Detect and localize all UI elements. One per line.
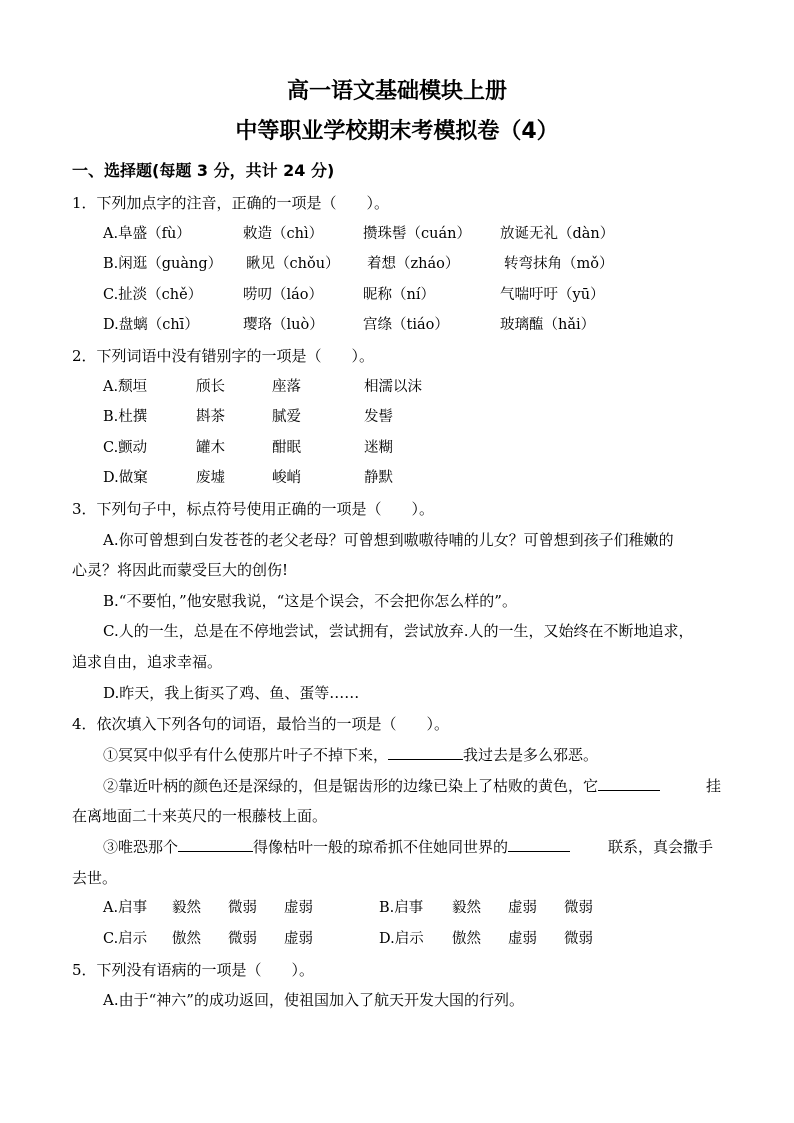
q1-option-c-item-4: 气喘吁吁（yū） <box>500 287 605 303</box>
q4-sentence-1 <box>103 745 598 765</box>
q1-option-a-item-1: A.阜盛（fù） <box>103 226 191 242</box>
q4-option-a-word-2: 毅然 <box>172 900 201 916</box>
q4-option-b-label: B.启事 <box>379 900 424 916</box>
q2-option-d-item-1: D.做窠 <box>103 470 148 486</box>
q1-option-d-item-4: 玻璃醢（hǎi） <box>500 317 596 333</box>
q4-option-c-word-4: 虚弱 <box>284 931 313 947</box>
q4-sentence-3 <box>103 837 570 857</box>
q4-option-d-word-4: 微弱 <box>564 931 593 947</box>
question-1-stem: 1．下列加点字的注音，正确的一项是（ ）。 <box>72 194 390 212</box>
q4-sentence-3-part-1: ③唯恐那个 <box>103 838 179 856</box>
q2-option-b-item-4: 发髻 <box>364 409 393 425</box>
q3-option-c-line-2: 追求自由，追求幸福。 <box>72 653 223 671</box>
q2-option-b-item-1: B.杜撰 <box>103 409 148 425</box>
q1-option-b-item-4: 转弯抹角（mǒ） <box>504 256 614 272</box>
q3-option-a-line-2: 心灵？将因此而蒙受巨大的创伤! <box>72 561 289 579</box>
q4-sentence-3-part-2: 得像枯叶一般的琼希抓不住她同世界的 <box>253 838 509 856</box>
q1-option-c-item-1: C.扯淡（chě） <box>103 287 203 303</box>
q5-option-a: A.由于“神六”的成功返回，使祖国加入了航天开发大国的行列。 <box>103 991 524 1009</box>
q2-option-c-item-1: C.颤动 <box>103 440 148 456</box>
q2-option-d-item-2: 废墟 <box>196 470 225 486</box>
q4-sentence-1-part-1: ①冥冥中似乎有什么使那片叶子不掉下来， <box>103 746 389 764</box>
q1-option-a-item-2: 敕造（chì） <box>243 226 324 242</box>
q4-sentence-1-part-2: 我过去是多么邪恶。 <box>463 746 599 764</box>
q1-option-b-item-1: B.闲逛（guàng） <box>103 256 223 272</box>
q2-option-c-item-2: 罐木 <box>196 440 225 456</box>
q4-option-d-label: D.启示 <box>379 931 424 947</box>
question-2-stem: 2．下列词语中没有错别字的一项是（ ）。 <box>72 347 375 365</box>
q4-sentence-3-part-3: 联系，真会撒手 <box>608 838 714 856</box>
section-heading: 一、选择题(每题 3 分，共计 24 分) <box>72 161 335 180</box>
q4-blank-2[interactable] <box>598 776 660 791</box>
question-3-stem: 3．下列句子中，标点符号使用正确的一项是（ ）。 <box>72 500 435 518</box>
q3-option-a-line-1: A.你可曾想到白发苍苍的老父老母？可曾想到嗷嗷待哺的儿女？可曾想到孩子们稚嫩的 <box>103 531 674 549</box>
q4-sentence-2-line-2: 在离地面二十来英尺的一根藤枝上面。 <box>72 807 328 825</box>
q4-option-c-word-3: 微弱 <box>228 931 257 947</box>
q4-blank-4[interactable] <box>508 837 570 852</box>
q3-option-c-line-1: C.人的一生，总是在不停地尝试，尝试拥有，尝试放弃.人的一生，又始终在不断地追求， <box>103 622 694 640</box>
q4-blank-3[interactable] <box>178 837 253 852</box>
q2-option-d-item-3: 峻峭 <box>272 470 301 486</box>
q4-option-c-word-2: 傲然 <box>172 931 201 947</box>
q1-option-d-item-1: D.盘螭（chī） <box>103 317 199 333</box>
q4-option-d-word-2: 傲然 <box>452 931 481 947</box>
q4-sentence-3-line-2: 去世。 <box>72 869 118 887</box>
q1-option-c-item-3: 昵称（ní） <box>363 287 435 303</box>
q4-option-c-label: C.启示 <box>103 931 148 947</box>
q4-option-b-word-3: 虚弱 <box>508 900 537 916</box>
q1-option-c-item-2: 唠叨（láo） <box>243 287 324 303</box>
q4-sentence-2-part-1: ②靠近叶柄的颜色还是深绿的，但是锯齿形的边缘已染上了枯败的黄色，它 <box>103 777 599 795</box>
q2-option-c-item-3: 酣眠 <box>272 440 301 456</box>
q2-option-b-item-2: 斟茶 <box>196 409 225 425</box>
question-4-stem: 4．依次填入下列各句的词语，最恰当的一项是（ ）。 <box>72 715 450 733</box>
q4-option-b-word-2: 毅然 <box>452 900 481 916</box>
q4-option-b-word-4: 微弱 <box>564 900 593 916</box>
q4-sentence-2 <box>103 776 660 796</box>
q4-option-a-word-4: 虚弱 <box>284 900 313 916</box>
q3-option-d: D.昨天，我上街买了鸡、鱼、蛋等…… <box>103 684 360 702</box>
q4-blank-1[interactable] <box>388 745 463 760</box>
q1-option-a-item-4: 放诞无礼（dàn） <box>500 226 615 242</box>
q2-option-a-item-1: A.颓垣 <box>103 379 148 395</box>
q1-option-d-item-2: 璎珞（luò） <box>243 317 324 333</box>
q2-option-c-item-4: 迷糊 <box>364 440 393 456</box>
q1-option-b-item-2: 瞅见（chǒu） <box>246 256 340 272</box>
q4-option-a-label: A.启事 <box>103 900 148 916</box>
q2-option-a-item-4: 相濡以沫 <box>364 379 422 395</box>
q4-option-d-word-3: 虚弱 <box>508 931 537 947</box>
q2-option-a-item-2: 颀长 <box>196 379 225 395</box>
q1-option-d-item-3: 宫绦（tiáo） <box>363 317 449 333</box>
question-5-stem: 5．下列没有语病的一项是（ ）。 <box>72 961 315 979</box>
q1-option-b-item-3: 着想（zháo） <box>367 256 460 272</box>
q2-option-a-item-3: 座落 <box>272 379 301 395</box>
q1-option-a-item-3: 攒珠髻（cuán） <box>363 226 471 242</box>
q4-sentence-2-part-2: 挂 <box>706 777 722 795</box>
q3-option-b: B.“不要怕，”他安慰我说，“这是个误会，不会把你怎么样的”。 <box>103 592 517 610</box>
q2-option-b-item-3: 腻爱 <box>272 409 301 425</box>
q4-option-a-word-3: 微弱 <box>228 900 257 916</box>
q2-option-d-item-4: 静默 <box>364 470 393 486</box>
page-subtitle: 中等职业学校期末考模拟卷（4） <box>235 119 559 144</box>
page-title: 高一语文基础模块上册 <box>286 79 507 104</box>
